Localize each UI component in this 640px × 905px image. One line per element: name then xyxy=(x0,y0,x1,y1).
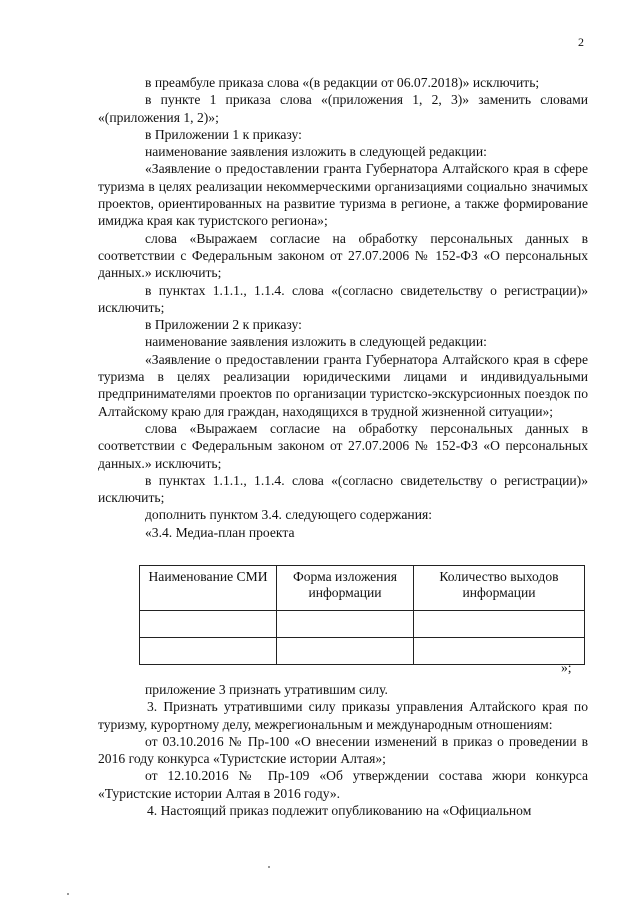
paragraph: приложение 3 признать утратившим силу. xyxy=(145,682,388,697)
paragraph: дополнить пунктом 3.4. следующего содержания: xyxy=(145,507,433,523)
paragraph: «Заявление о предоставлении гранта Губернатора Алтайского края в сфере туризма в целях реализации юридическими лицами и индивидуальными предпринимателями проектов по организации туристско-экскурсионных поездок по Алтайскому краю для граждан, находящихся в трудной жизненной ситуации»; xyxy=(98,351,588,419)
table-cell xyxy=(140,638,277,665)
media-plan-table xyxy=(139,565,585,665)
paragraph: в преамбуле приказа слова «(в редакции от 06.07.2018)» исключить; xyxy=(145,75,540,90)
table-header-row xyxy=(140,566,585,611)
paragraph: в пункте 1 приказа слова «(приложения 1, 2, 3)» заменить словами «(приложения 1, 2)»; xyxy=(98,92,588,125)
paragraph: наименование заявления изложить в следующей редакции: xyxy=(145,334,487,350)
scan-speck xyxy=(268,866,270,868)
document-body-bottom xyxy=(98,681,588,819)
table-cell xyxy=(414,611,585,638)
table-row xyxy=(140,611,585,638)
column-header: Количество выходов информации xyxy=(414,566,585,611)
paragraph: в пунктах 1.1.1., 1.1.4. слова «(согласно свидетельству о регистрации)» исключить; xyxy=(98,472,588,506)
paragraph: наименование заявления изложить в следующей редакции: xyxy=(145,144,487,160)
paragraph: слова «Выражаем согласие на обработку персональных данных в соответствии с Федеральным законом от 27.07.2006 № 152-ФЗ «О персональных данных.» исключить; xyxy=(98,420,588,471)
table-row xyxy=(140,638,585,665)
paragraph: от 03.10.2016 № Пр-100 «О внесении изменений в приказ о проведении в 2016 году конкурса «Туристские истории Алтая»; xyxy=(98,733,588,767)
table-cell xyxy=(277,611,414,638)
paragraph: от 12.10.2016 № Пр-109 «Об утверждении состава жюри конкурса «Туристские истории Алтая в 2016 году». xyxy=(98,768,588,801)
paragraph: «Заявление о предоставлении гранта Губернатора Алтайского края в сфере туризма в целях реализации некоммерческими организациями социально значимых проектов, ориентированных на развитие туризма в регионе, а также формирование имиджа края как туристского региона»; xyxy=(98,161,588,229)
paragraph: «3.4. Медиа-план проекта xyxy=(145,524,295,540)
page-number: 2 xyxy=(578,35,584,49)
paragraph: в Приложении 1 к приказу: xyxy=(145,126,302,142)
table-closing-quote: »; xyxy=(561,660,572,675)
column-header: Форма изложения информации xyxy=(277,566,414,611)
paragraph: слова «Выражаем согласие на обработку персональных данных в соответствии с Федеральным законом от 27.07.2006 № 152-ФЗ «О персональных данных.» исключить; xyxy=(98,230,588,281)
table-cell xyxy=(140,611,277,638)
document-body-top xyxy=(98,74,588,541)
scan-speck xyxy=(67,893,69,895)
table-cell xyxy=(277,638,414,665)
column-header: Наименование СМИ xyxy=(140,566,277,611)
paragraph: в Приложении 2 к приказу: xyxy=(145,317,302,333)
table-cell xyxy=(414,638,585,665)
paragraph: в пунктах 1.1.1., 1.1.4. слова «(согласно свидетельству о регистрации)» исключить; xyxy=(98,282,588,315)
paragraph: 4. Настоящий приказ подлежит опубликованию на «Официальном xyxy=(147,803,532,819)
paragraph: 3. Признать утратившими силу приказы управления Алтайского края по туризму, курортному делу, межрегиональным и международным отношениям: xyxy=(98,699,588,732)
